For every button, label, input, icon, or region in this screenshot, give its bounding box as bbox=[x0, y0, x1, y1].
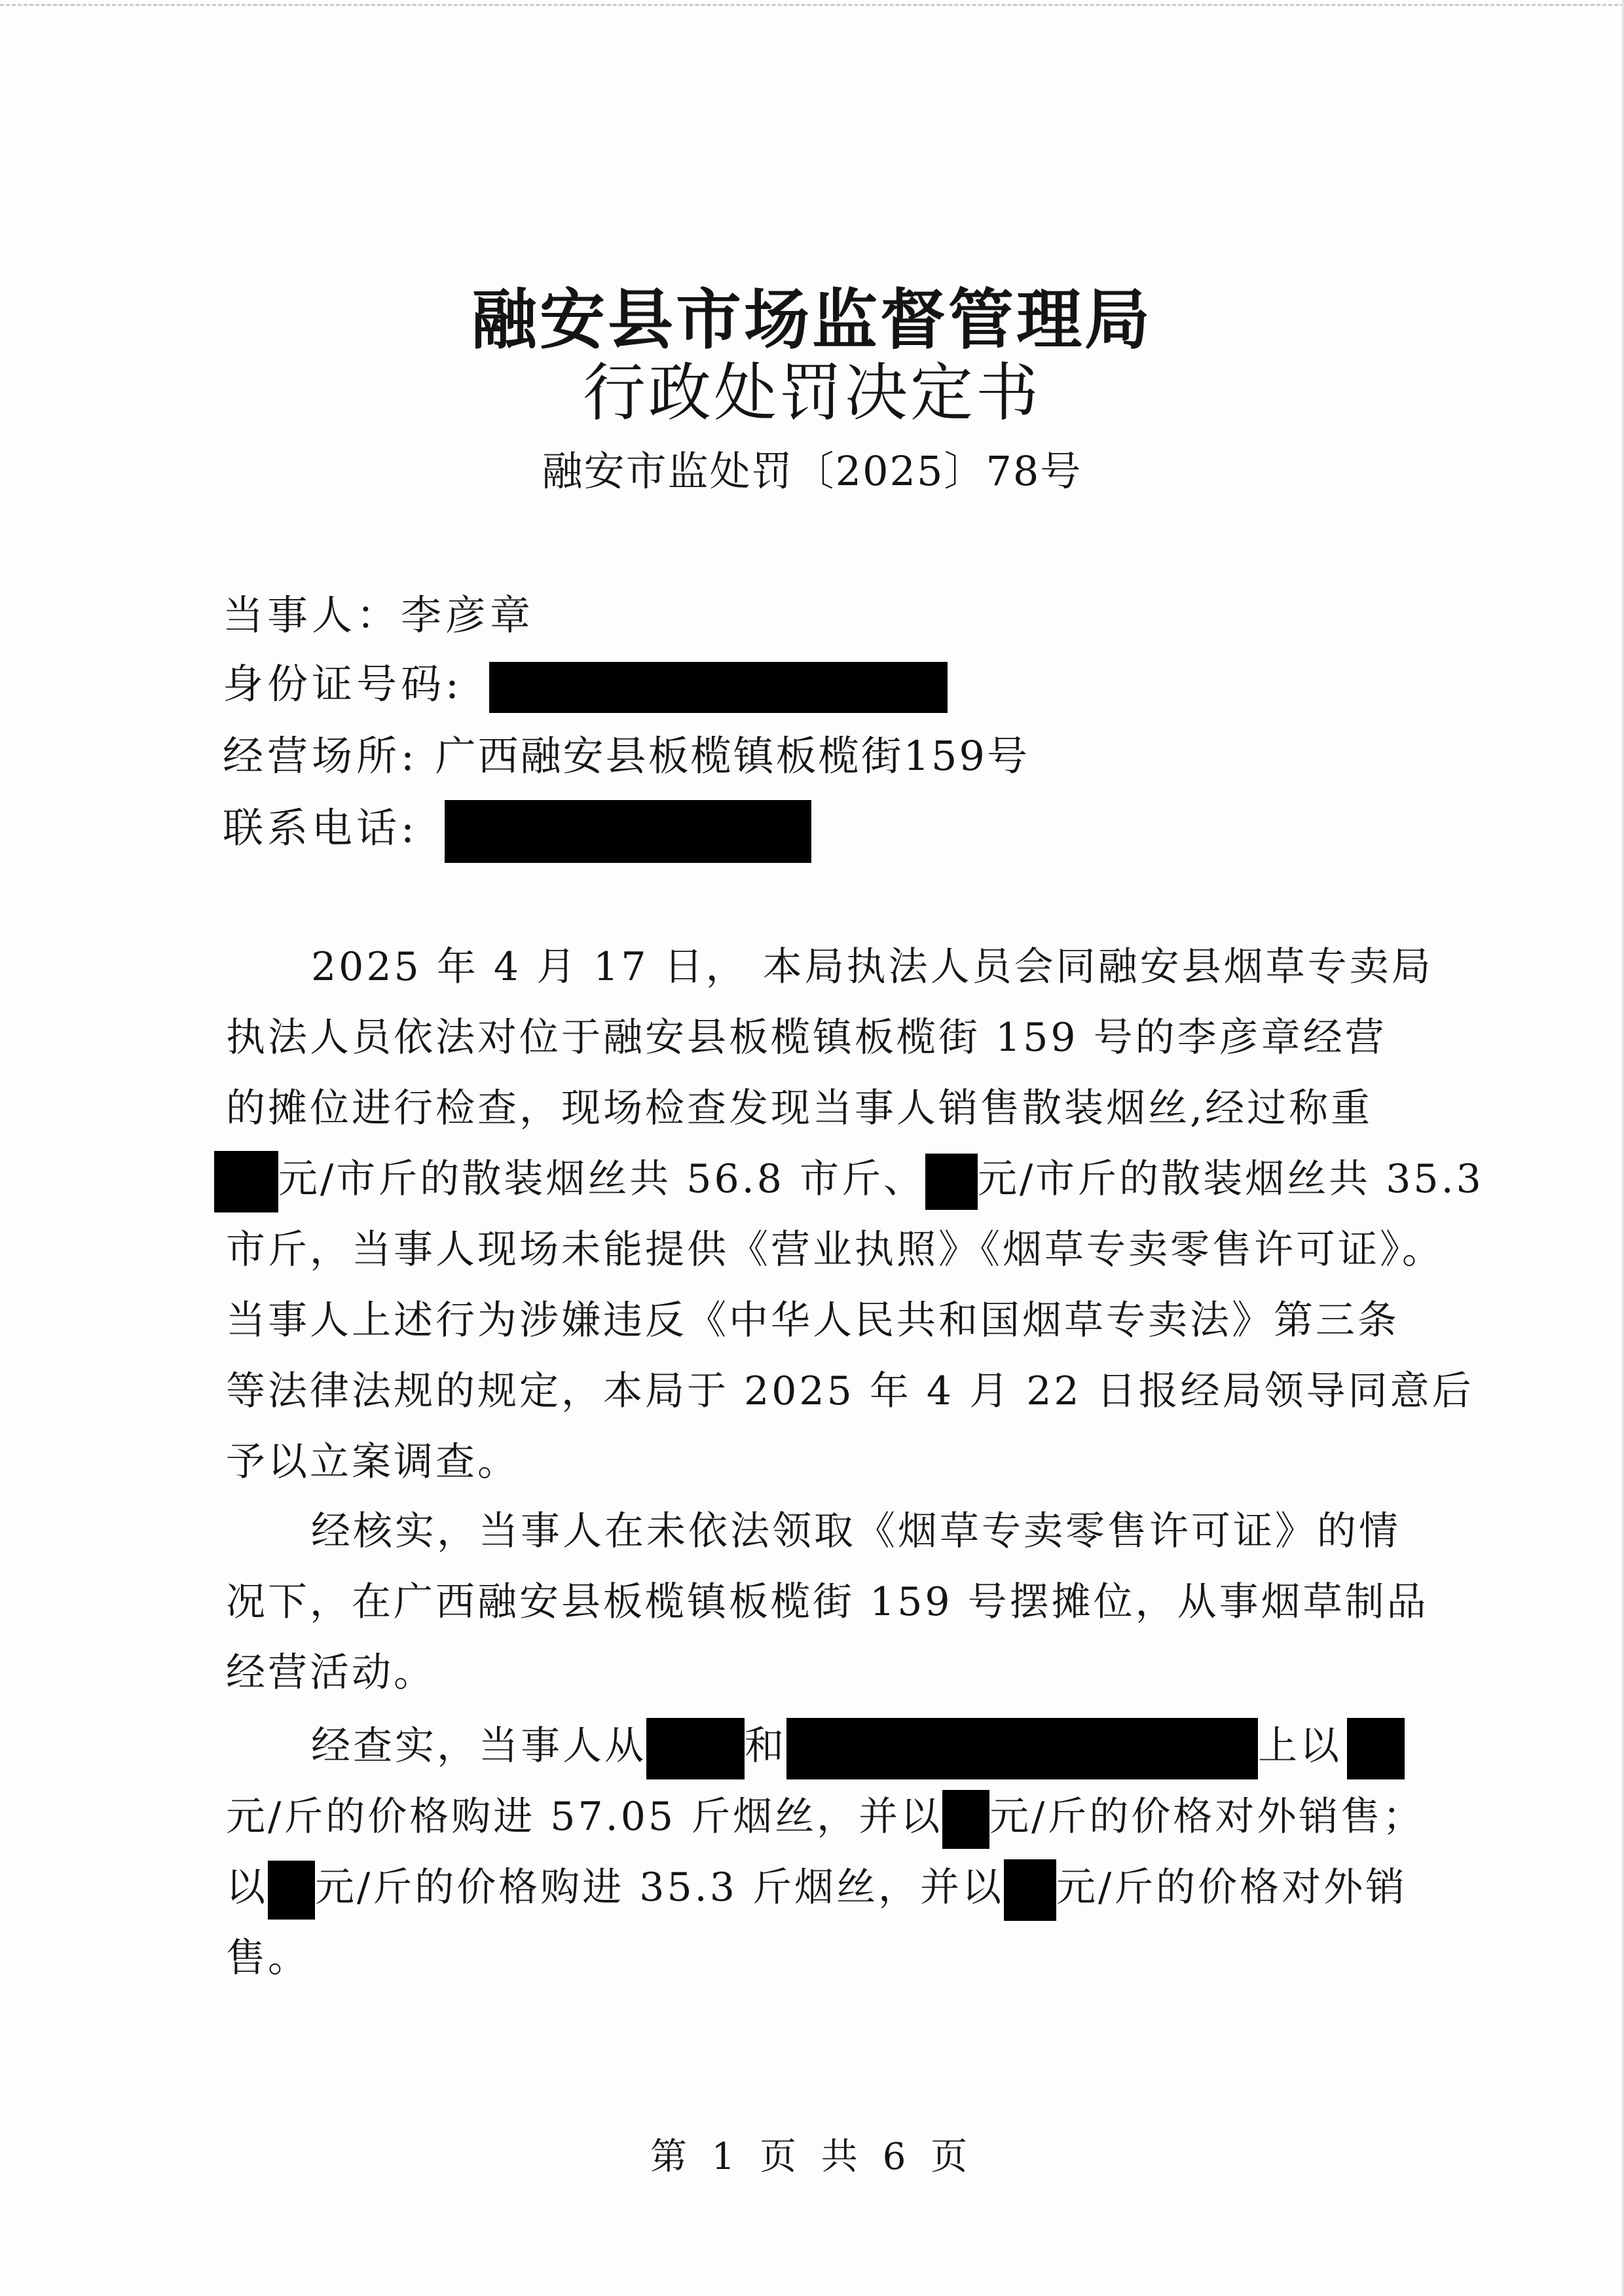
paragraph-line bbox=[226, 1781, 1431, 1852]
paragraph-line bbox=[226, 1852, 1431, 1923]
paragraph-line: 的摊位进行检查，现场检查发现当事人销售散装烟丝,经过称重 bbox=[226, 1085, 1373, 1131]
paragraph-text: 以 bbox=[226, 1865, 268, 1910]
paragraph-line: 况下，在广西融安县板榄镇板榄街 159 号摆摊位，从事烟草制品 bbox=[226, 1579, 1429, 1625]
paragraph-line: 执法人员依法对位于融安县板榄镇板榄街 159 号的李彦章经营 bbox=[226, 1015, 1387, 1061]
party-name-row bbox=[223, 583, 534, 648]
paragraph-line bbox=[226, 1711, 1431, 1781]
paragraph-text: 元/市斤的散装烟丝共 56.8 市斤、 bbox=[278, 1156, 925, 1202]
price-redaction bbox=[925, 1154, 978, 1210]
paragraph-text: 元/市斤的散装烟丝共 35.3 bbox=[977, 1156, 1484, 1202]
price-redaction bbox=[214, 1151, 278, 1212]
price-redaction bbox=[942, 1790, 989, 1849]
paragraph-line: 等法律法规的规定，本局于 2025 年 4 月 22 日报经局领导同意后 bbox=[226, 1368, 1474, 1414]
paragraph-text: 元/斤的价格购进 35.3 斤烟丝，并以 bbox=[315, 1865, 1004, 1910]
price-redaction bbox=[1004, 1859, 1056, 1921]
scan-edge-top bbox=[0, 0, 1624, 6]
paragraph-line: 当事人上述行为涉嫌违反《中华人民共和国烟草专卖法》第三条 bbox=[226, 1298, 1399, 1343]
paragraph-findings bbox=[226, 1711, 1431, 1994]
party-place-row bbox=[223, 723, 1029, 789]
party-place-value: 广西融安县板榄镇板榄街159号 bbox=[435, 732, 1029, 780]
paragraph-inspection bbox=[226, 932, 1484, 1497]
id-number-redaction bbox=[489, 662, 948, 713]
agency-title: 融安县市场监督管理局 bbox=[471, 281, 1153, 358]
page-number: 第 1 页 共 6 页 bbox=[650, 2136, 974, 2178]
paragraph-text: 元/斤的价格对外销 bbox=[1056, 1865, 1408, 1910]
party-name-value: 李彦章 bbox=[401, 591, 535, 639]
party-phone-label: 联系电话: bbox=[223, 804, 418, 852]
paragraph-text: 元/斤的价格购进 57.05 斤烟丝，并以 bbox=[226, 1794, 943, 1840]
paragraph-text: 上以 bbox=[1258, 1723, 1342, 1769]
party-id-row bbox=[223, 651, 948, 717]
paragraph-text: 和 bbox=[745, 1723, 786, 1769]
party-id-label: 身份证号码: bbox=[223, 660, 463, 708]
supplier-redaction bbox=[786, 1718, 1258, 1779]
paragraph-line: 售。 bbox=[226, 1935, 310, 1981]
paragraph-text: 元/斤的价格对外销售； bbox=[989, 1794, 1425, 1840]
paragraph-line bbox=[226, 1144, 1484, 1214]
document-number: 融安市监处罚〔2025〕78号 bbox=[542, 447, 1082, 495]
paragraph-line: 2025 年 4 月 17 日， 本局执法人员会同融安县烟草专卖局 bbox=[311, 944, 1433, 990]
paragraph-line: 市斤，当事人现场未能提供《营业执照》《烟草专卖零售许可证》。 bbox=[226, 1227, 1444, 1273]
phone-redaction bbox=[445, 800, 811, 863]
party-place-label: 经营场所: bbox=[223, 732, 418, 780]
supplier-redaction bbox=[646, 1718, 745, 1779]
document-type-title: 行政处罚决定书 bbox=[583, 356, 1041, 429]
paragraph-line: 予以立案调查。 bbox=[226, 1439, 519, 1485]
price-redaction bbox=[268, 1861, 315, 1920]
paragraph-line: 经营活动。 bbox=[226, 1650, 435, 1696]
paragraph-verification bbox=[226, 1496, 1431, 1708]
price-redaction bbox=[1347, 1718, 1405, 1779]
party-phone-row bbox=[223, 795, 811, 861]
party-name-label: 当事人： bbox=[223, 591, 401, 639]
paragraph-line: 经核实，当事人在未依法领取《烟草专卖零售许可证》的情 bbox=[311, 1508, 1401, 1554]
paragraph-text: 经查实，当事人从 bbox=[311, 1723, 646, 1769]
